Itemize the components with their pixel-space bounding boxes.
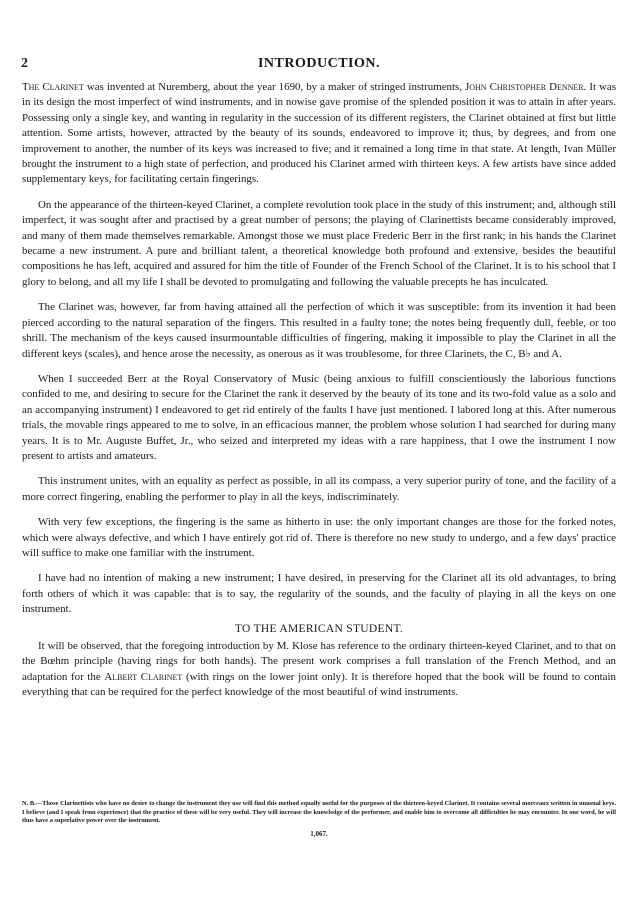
paragraph-3: The Clarinet was, however, far from having attained all the perfection of which it was susceptible: from its invention it had been pierced according to the natural separation of the fingers. This resulted in a faulty tone; the notes being frequently dull, feeble, or too shrill. The mechanism of the keys caused insurmountable difficulties of fingering, making it impossible to play the Clarinet in all the different keys (scales), and hence arose the necessity, as onerous as it was troublesome, for three Clarinets, the C, B♭ and A. bbox=[22, 301, 616, 360]
paragraph-1-text: was invented at Nuremberg, about the year 1690, by a maker of stringed instruments, bbox=[86, 81, 462, 93]
paragraph-4: When I succeeded Berr at the Royal Conservatory of Music (being anxious to fulfill conscientiously the laborious functions confided to me, and desiring to secure for the Clarinet the rank it deserved by the beauty of its tone and its two-fold value as a solo and an accompanying instrument) I endeavored to get rid entirely of the faults I have just mentioned. I labored long at this. After numerous trials, the movable rings appeared to me to solve, in an efficacious manner, the problem whose solution I had searched for during many years. It is to Mr. Auguste Buffet, Jr., who seized and interpreted my ideas with a rare happiness, that I owe the instrument I now present to artists and amateurs. bbox=[22, 372, 616, 462]
paragraph-7: I have had no intention of making a new instrument; I have desired, in preserving for the Clarinet all its old advantages, to bring forth others of which it was capable: that is to say, the regularity of the sounds, and the faculty of playing in all the keys on one instrument. bbox=[22, 572, 616, 616]
paragraph-1-rest: It was in its design the most imperfect of wind instruments, and in nowise gave promise of the splended position it was to attain in after years. Possessing only a single key, and wanting in regularity in the succession of its different registers, the Clarinet obtained at first but little attention. Some artists, however, attracted by the beauty of its sounds, endeavored to improve it; thus, by degrees, and from one improvement to another, the number of its keys was increased to five; and it remained a long time in that state. At length, Ivan Müller brought the instrument to a high state of perfection, and produced his Clarinet armed with thirteen keys. A few artists have since added supplementary keys, for facilitating certain fingerings. bbox=[22, 81, 616, 186]
section-heading: TO THE AMERICAN STUDENT. bbox=[234, 622, 404, 635]
lead-in-denner: John Christopher Denner. bbox=[465, 81, 587, 93]
albert-clarinet-term: Albert Clarinet bbox=[104, 670, 183, 683]
page-title: INTRODUCTION. bbox=[257, 56, 380, 71]
paragraph-american-student bbox=[22, 639, 616, 701]
plate-number: 1,067. bbox=[310, 830, 328, 838]
paragraph-1 bbox=[22, 80, 616, 188]
paragraph-2: On the appearance of the thirteen-keyed Clarinet, a complete revolution took place in the study of this instrument; and, although still imperfect, it was sought after and practised by a great number of persons; the playing of Clarinettists became considerably improved, and many of them made themselves remarkable. Amongst those we must place Frederic Berr in the first rank; in his hands the Clarinet became a new instrument. A pure and brilliant talent, a theoretical knowledge both profound and extensive, besides the beautiful compositions he has left, acquired and assured for him the title of Founder of the French School of the Clarinet. It is to his school that I glory to belong, and all my life I shall be devoted to promulgating and following the valuable precepts he has inculcated. bbox=[22, 198, 616, 288]
page-number: 2 bbox=[21, 56, 28, 71]
paragraph-6: With very few exceptions, the fingering is the same as hitherto in use: the only important changes are those for the forked notes, which were always defective, and which I have entirely got rid of. There is therefore no new study to undergo, and a few days' practice will suffice to make one familiar with the instrument. bbox=[22, 516, 616, 559]
paragraph-5: This instrument unites, with an equality as perfect as possible, in all its compass, a very superior purity of tone, and the facility of a more correct fingering, enabling the performer to play in all the keys, indiscriminately. bbox=[22, 475, 616, 503]
lead-in-clarinet: The Clarinet bbox=[22, 81, 84, 93]
footnote: N. B.—Those Clarinettists who have no desire to change the instrument they use will find this method equally useful for the purposes of the thirteen-keyed Clarinet. It contains several morceaux written in unusual keys. I believe (and I speak from experience) that the practice of these will be very useful. They will increase the knowledge of the performer, and enable him to overcome all difficulties he may encounter. In one word, he will thus have a superlative power over the instrument. bbox=[22, 800, 616, 825]
american-text-after: (with rings on the lower joint only). It is therefore hoped that the book will be found to contain everything that can be required for the perfect knowledge of the most beautiful of wind instruments. bbox=[22, 670, 616, 699]
document-body bbox=[22, 80, 616, 701]
american-text-before: It will be observed, that the foregoing introduction by M. Klose has reference to the ordinary thirteen-keyed Clarinet, and to that on the Bœhm principle (having rings for both hands). The present work comprises a full translation of the French Method, and an adaptation for the bbox=[22, 640, 616, 683]
